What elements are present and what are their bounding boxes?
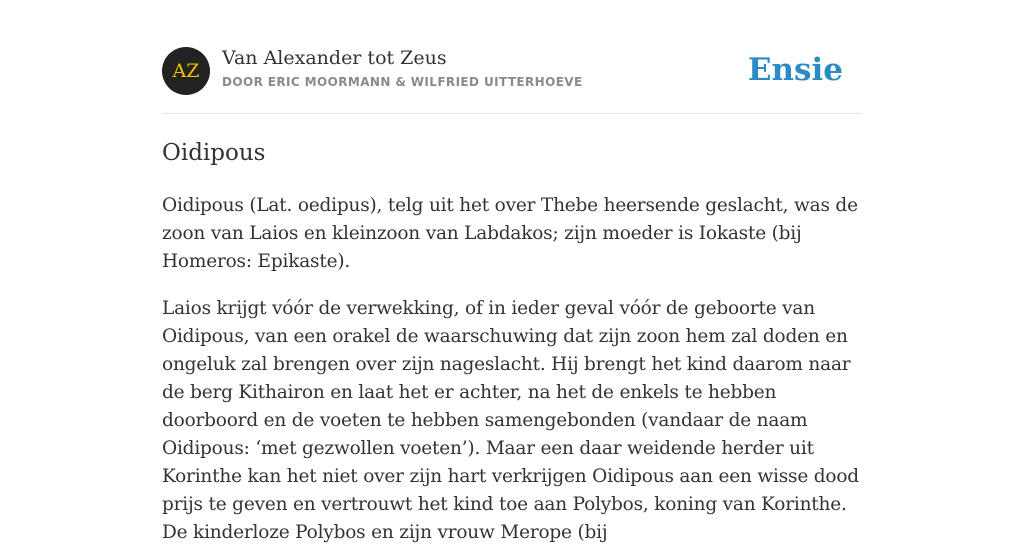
- book-avatar[interactable]: AZ: [162, 47, 210, 95]
- book-header: [162, 0, 862, 114]
- ensie-logo-link[interactable]: Ensie: [747, 52, 843, 88]
- book-authors: DOOR ERIC MOORMANN & WILFRIED UITTERHOEVE: [222, 75, 583, 89]
- entry-paragraph-1: Oidipous (Lat. oedipus), telg uit het over Thebe heersende geslacht, was de zoon van Laios en kleinzoon van Labdakos; zijn moeder is Iokaste (bij Homeros: Epikaste).: [162, 195, 858, 272]
- entry-title: Oidipous: [162, 140, 266, 166]
- content-column: [162, 0, 862, 547]
- entry-paragraph-2: Laios krijgt vóór de verwekking, of in ieder geval vóór de geboorte van Oidipous, van een orakel de waarschuwing dat zijn zoon hem zal doden en ongeluk zal brengen over zijn nageslacht. Hij brengt het kind daarom naar de berg Kithairon en laat het er achter, na het de enkels te hebben doorboord en de voeten te hebben samengebonden (vandaar de naam Oidipous: ‘met gezwollen voeten’). Maar een daar weidende herder uit Korinthe kan het niet over zijn hart verkrijgen Oidipous aan een wisse dood prijs te geven en vertrouwt het kind toe aan Polybos, koning van Korinthe. De kinderloze Polybos en zijn vrouw Merope (bij: [162, 298, 859, 543]
- book-title-link[interactable]: Van Alexander tot Zeus: [222, 47, 447, 69]
